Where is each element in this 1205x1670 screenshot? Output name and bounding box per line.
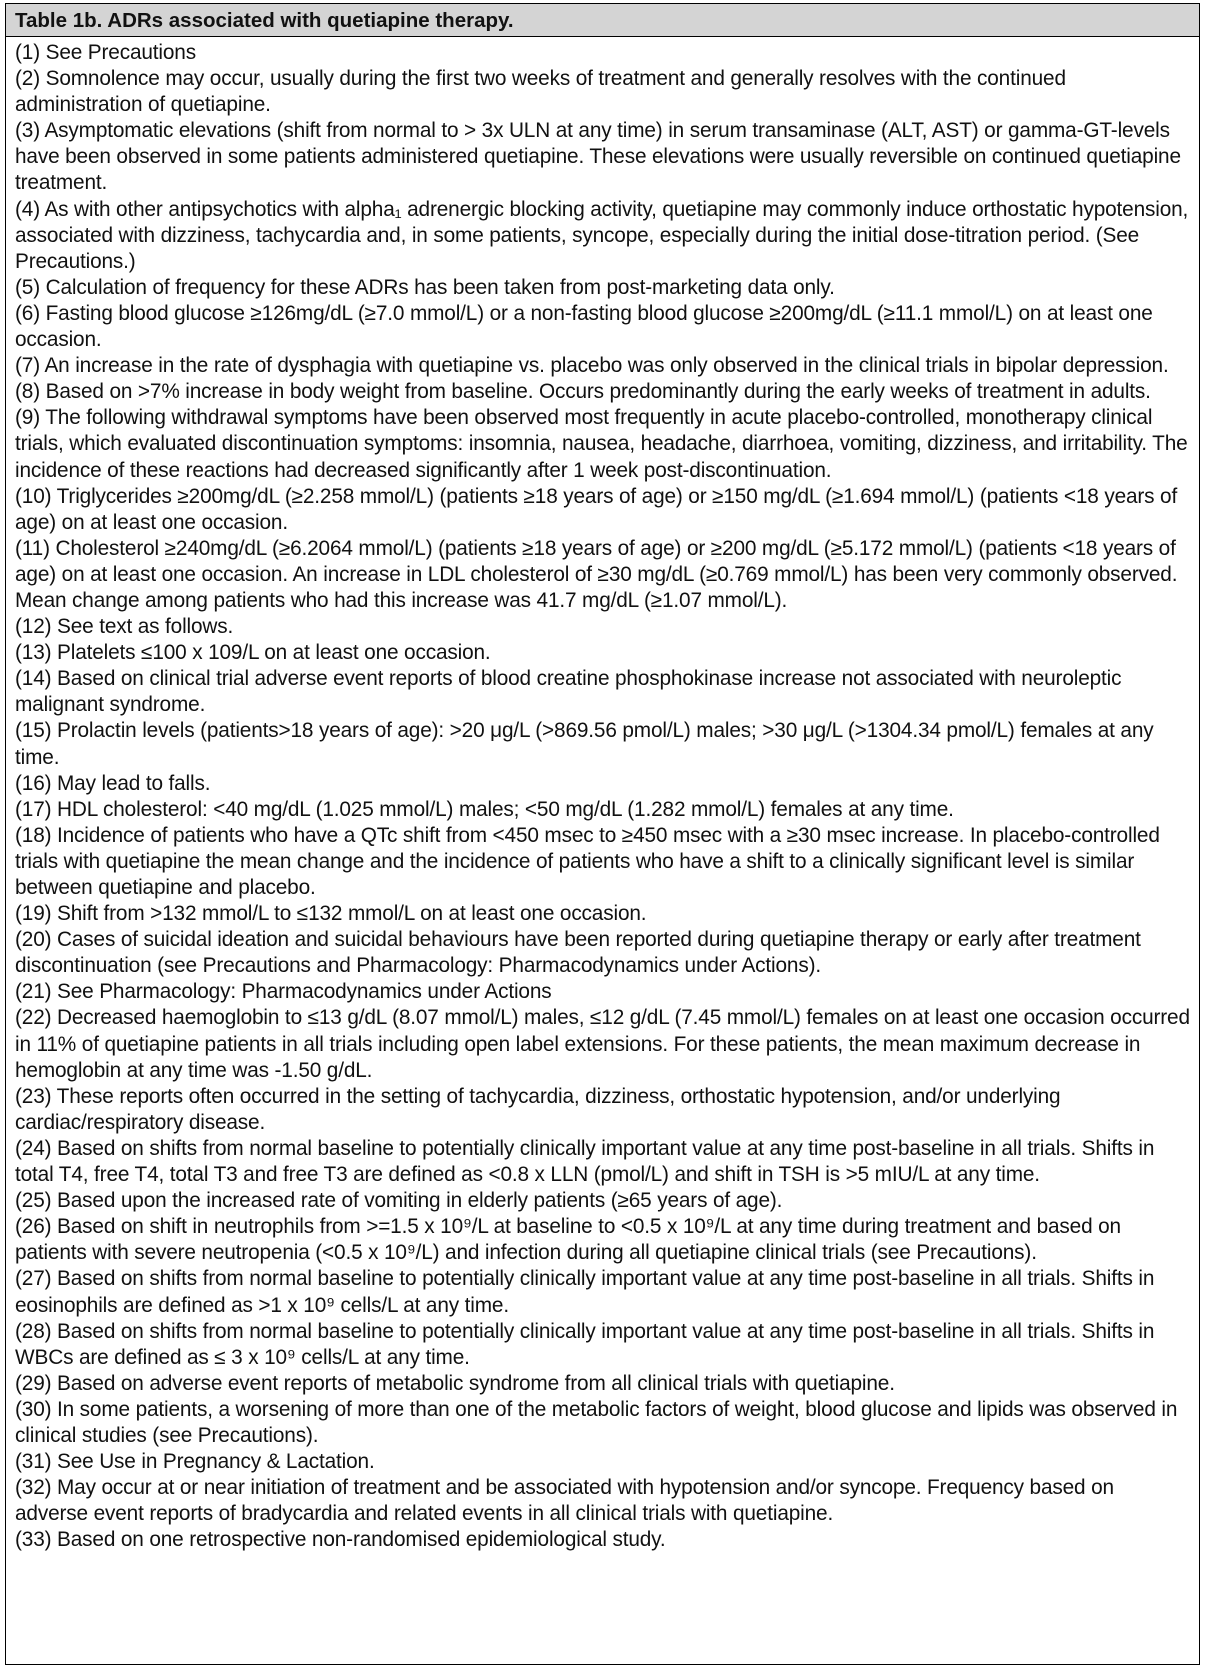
footnote-9: (9) The following withdrawal symptoms have been observed most frequently in acute placebo-controlled, monotherapy clinical trials, which evaluated discontinuation symptoms: insomnia, nausea, headache, diarrhoea, vomiting, dizziness, and irritability. The incidence of these reactions had decreased significantly after 1 week post-discontinuation. bbox=[15, 406, 1188, 482]
footnote-33: (33) Based on one retrospective non-randomised epidemiological study. bbox=[15, 1528, 666, 1552]
footnote-8: (8) Based on >7% increase in body weight from baseline. Occurs predominantly during the early weeks of treatment in adults. bbox=[15, 380, 1151, 404]
footnote-13: (13) Platelets ≤100 x 109/L on at least one occasion. bbox=[15, 641, 491, 665]
footnote-30: (30) In some patients, a worsening of more than one of the metabolic factors of weight, blood glucose and lipids was observed in clinical studies (see Precautions). bbox=[15, 1397, 1178, 1447]
footnote-24: (24) Based on shifts from normal baseline to potentially clinically important value at any time post-baseline in all trials. Shifts in total T4, free T4, total T3 and free T3 are defined as <0.8 x LLN (pmol/L) and shift in TSH is >5 mIU/L at any time. bbox=[15, 1136, 1155, 1187]
footnote-list bbox=[6, 37, 1199, 1553]
footnote-32: (32) May occur at or near initiation of treatment and be associated with hypotension and/or syncope. Frequency based on adverse event reports of bradycardia and related events in all clinical trials with quetiapine. bbox=[15, 1476, 1114, 1526]
footnote-7: (7) An increase in the rate of dysphagia with quetiapine vs. placebo was only observed in the clinical trials in bipolar depression. bbox=[15, 354, 1169, 378]
footnote-31: (31) See Use in Pregnancy & Lactation. bbox=[15, 1450, 375, 1474]
footnote-20: (20) Cases of suicidal ideation and suicidal behaviours have been reported during quetiapine therapy or early after treatment discontinuation (see Precautions and Pharmacology: Pharmacodynamics under Actions). bbox=[15, 928, 1141, 978]
footnote-6: (6) Fasting blood glucose ≥126mg/dL (≥7.0 mmol/L) or a non-fasting blood glucose ≥200mg/dL (≥11.1 mmol/L) on at least one occasion. bbox=[15, 301, 1153, 352]
footnote-21: (21) See Pharmacology: Pharmacodynamics under Actions bbox=[15, 980, 552, 1004]
footnote-4: (4) As with other antipsychotics with alpha₁ adrenergic blocking activity, quetiapine may commonly induce orthostatic hypotension, associated with dizziness, tachycardia and, in some patients, syncope, especially during the initial dose-titration period. (See Precautions.) bbox=[15, 197, 1189, 273]
footnote-28: (28) Based on shifts from normal baseline to potentially clinically important value at any time post-baseline in all trials. Shifts in WBCs are defined as ≤ 3 x 10⁹ cells/L at any time. bbox=[15, 1319, 1155, 1369]
footnote-11: (11) Cholesterol ≥240mg/dL (≥6.2064 mmol/L) (patients ≥18 years of age) or ≥200 mg/dL (≥5.172 mmol/L) (patients <18 years of age) on at least one occasion. An increase in LDL cholesterol of ≥30 mg/dL (≥0.769 mmol/L) has been very commonly observed. Mean change among patients who had this increase was 41.7 mg/dL (≥1.07 mmol/L). bbox=[15, 536, 1178, 612]
footnote-10: (10) Triglycerides ≥200mg/dL (≥2.258 mmol/L) (patients ≥18 years of age) or ≥150 mg/dL (≥1.694 mmol/L) (patients <18 years of age) on at least one occasion. bbox=[15, 484, 1178, 534]
footnote-19: (19) Shift from >132 mmol/L to ≤132 mmol/L on at least one occasion. bbox=[15, 902, 647, 926]
footnote-18: (18) Incidence of patients who have a QTc shift from <450 msec to ≥450 msec with a ≥30 msec increase. In placebo-controlled trials with quetiapine the mean change and the incidence of patients who have a shift to a clinically significant level is similar between quetiapine and placebo. bbox=[15, 823, 1160, 899]
footnote-14: (14) Based on clinical trial adverse event reports of blood creatine phosphokinase increase not associated with neuroleptic malignant syndrome. bbox=[15, 667, 1122, 717]
adr-footnote-table bbox=[5, 3, 1200, 1665]
footnote-23: (23) These reports often occurred in the setting of tachycardia, dizziness, orthostatic hypotension, and/or underlying cardiac/respiratory disease. bbox=[15, 1084, 1061, 1134]
footnote-25: (25) Based upon the increased rate of vomiting in elderly patients (≥65 years of age). bbox=[15, 1189, 783, 1213]
footnote-26: (26) Based on shift in neutrophils from >=1.5 x 10⁹/L at baseline to <0.5 x 10⁹/L at any time during treatment and based on patients with severe neutropenia (<0.5 x 10⁹/L) and infection during all quetiapine clinical trials (see Precautions). bbox=[15, 1215, 1121, 1265]
table-title: Table 1b. ADRs associated with quetiapine therapy. bbox=[6, 4, 1199, 37]
footnote-5: (5) Calculation of frequency for these ADRs has been taken from post-marketing data only. bbox=[15, 275, 835, 299]
footnote-15: (15) Prolactin levels (patients>18 years of age): >20 μg/L (>869.56 pmol/L) males; >30 μg/L (>1304.34 pmol/L) females at any time. bbox=[15, 719, 1154, 769]
footnote-17: (17) HDL cholesterol: <40 mg/dL (1.025 mmol/L) males; <50 mg/dL (1.282 mmol/L) females at any time. bbox=[15, 797, 954, 821]
footnote-16: (16) May lead to falls. bbox=[15, 771, 211, 795]
footnote-12: (12) See text as follows. bbox=[15, 615, 234, 639]
footnote-29: (29) Based on adverse event reports of metabolic syndrome from all clinical trials with quetiapine. bbox=[15, 1371, 895, 1395]
footnote-1: (1) See Precautions bbox=[15, 41, 196, 64]
footnote-27: (27) Based on shifts from normal baseline to potentially clinically important value at any time post-baseline in all trials. Shifts in eosinophils are defined as >1 x 10⁹ cells/L at any time. bbox=[15, 1267, 1155, 1317]
footnote-22: (22) Decreased haemoglobin to ≤13 g/dL (8.07 mmol/L) males, ≤12 g/dL (7.45 mmol/L) females on at least one occasion occurred in 11% of quetiapine patients in all trials including open label extensions. For these patients, the mean maximum decrease in hemoglobin at any time was -1.50 g/dL. bbox=[15, 1006, 1190, 1082]
footnote-3: (3) Asymptomatic elevations (shift from normal to > 3x ULN at any time) in serum transaminase (ALT, AST) or gamma-GT-levels have been observed in some patients administered quetiapine. These elevations were usually reversible on continued quetiapine treatment. bbox=[15, 119, 1181, 195]
footnote-2: (2) Somnolence may occur, usually during the first two weeks of treatment and generally resolves with the continued administration of quetiapine. bbox=[15, 67, 1066, 117]
